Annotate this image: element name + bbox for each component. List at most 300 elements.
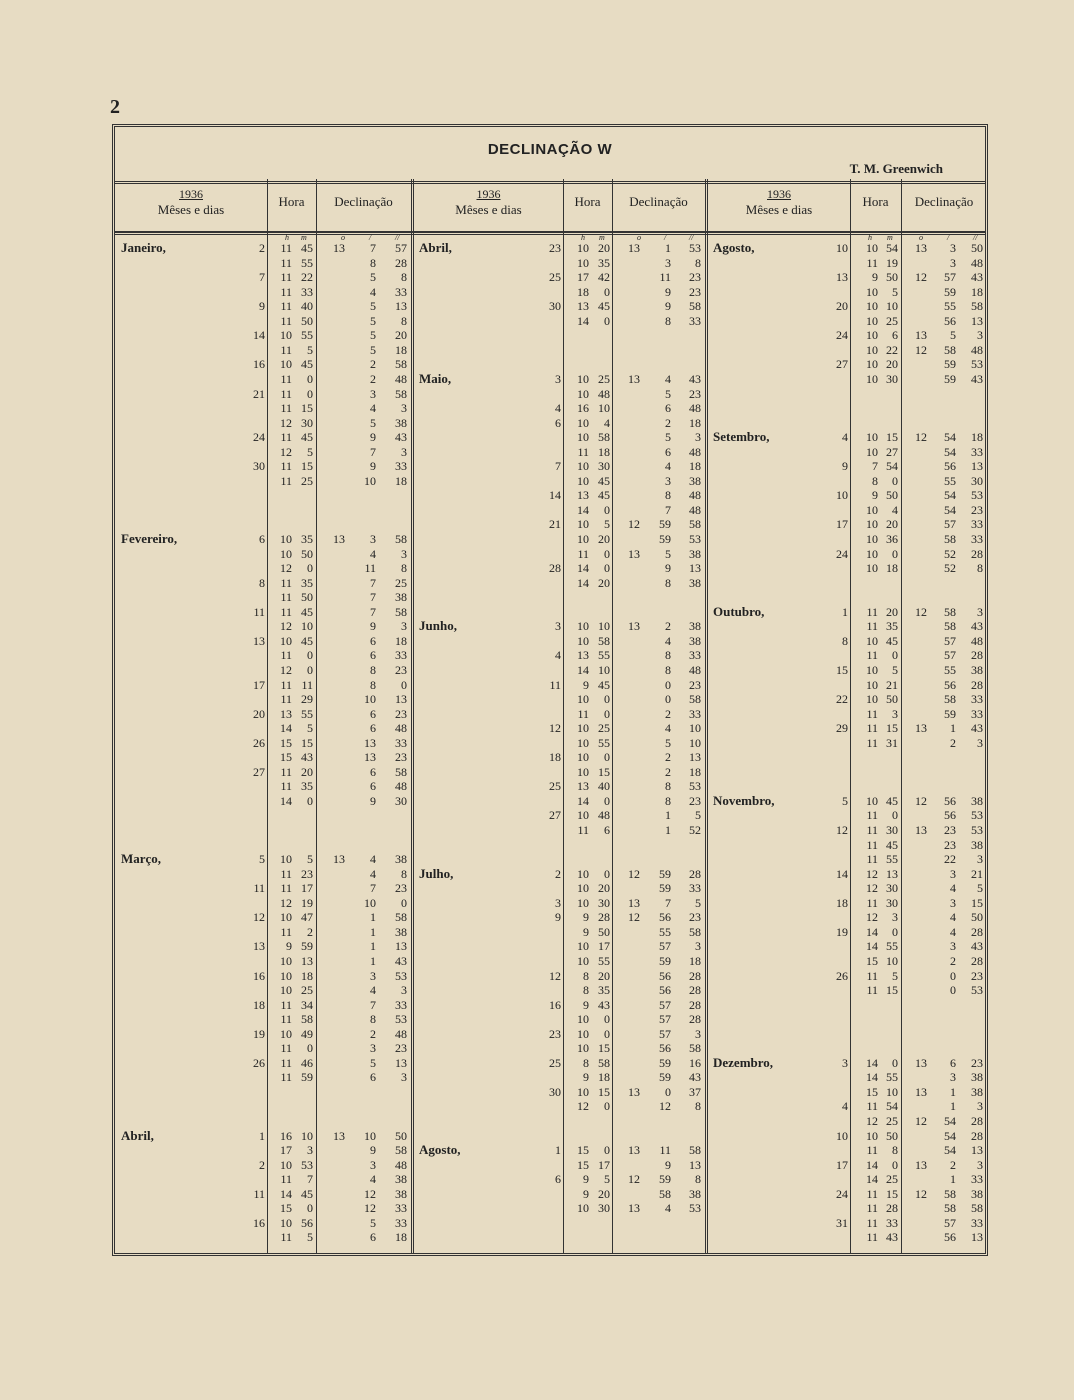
cell-s: 58 bbox=[395, 910, 407, 925]
cell-mi: 21 bbox=[886, 677, 898, 692]
cell-h: 11 bbox=[280, 430, 292, 445]
cell-mi: 10 bbox=[886, 1084, 898, 1099]
cell-d: 3 bbox=[555, 619, 561, 634]
cell-s: 5 bbox=[695, 808, 701, 823]
cell-mi: 22 bbox=[301, 270, 313, 285]
cell-d: 5 bbox=[842, 793, 848, 808]
cell-mn: 8 bbox=[370, 255, 376, 270]
cell-s: 38 bbox=[395, 590, 407, 605]
cell-mi: 5 bbox=[307, 1230, 313, 1245]
cell-mn: 58 bbox=[944, 692, 956, 707]
cell-h: 11 bbox=[280, 866, 292, 881]
cell-d: 15 bbox=[836, 662, 848, 677]
cell-s: 33 bbox=[689, 706, 701, 721]
cell-s: 28 bbox=[395, 255, 407, 270]
cell-mi: 50 bbox=[886, 1128, 898, 1143]
cell-s: 38 bbox=[689, 633, 701, 648]
cell-mn: 7 bbox=[370, 604, 376, 619]
cell-mi: 0 bbox=[892, 546, 898, 561]
cell-h: 12 bbox=[280, 444, 292, 459]
cell-mi: 30 bbox=[886, 823, 898, 837]
cell-s: 58 bbox=[395, 1143, 407, 1158]
cell-mn: 57 bbox=[659, 939, 671, 954]
cell-mn: 5 bbox=[665, 430, 671, 445]
cell-s: 13 bbox=[395, 692, 407, 707]
cell-mn: 58 bbox=[944, 1201, 956, 1216]
cell-h: 10 bbox=[866, 692, 878, 707]
cell-h: 10 bbox=[577, 1012, 589, 1027]
cell-s: 37 bbox=[689, 1084, 701, 1099]
cell-mn: 59 bbox=[659, 532, 671, 546]
cell-d: 8 bbox=[259, 575, 265, 590]
cell-mi: 58 bbox=[301, 1012, 313, 1027]
month-label: Abril, bbox=[121, 1127, 154, 1143]
cell-s: 18 bbox=[395, 1230, 407, 1245]
cell-mi: 46 bbox=[301, 1055, 313, 1070]
cell-mn: 55 bbox=[944, 299, 956, 314]
cell-g: 13 bbox=[915, 1084, 927, 1099]
cell-s: 58 bbox=[689, 517, 701, 532]
cell-mi: 0 bbox=[892, 1157, 898, 1172]
cell-s: 58 bbox=[689, 299, 701, 314]
cell-h: 11 bbox=[280, 881, 292, 896]
cell-s: 48 bbox=[395, 371, 407, 386]
cell-h: 13 bbox=[577, 779, 589, 794]
cell-h: 10 bbox=[577, 1041, 589, 1056]
cell-h: 15 bbox=[280, 750, 292, 765]
cell-mn: 1 bbox=[950, 1099, 956, 1114]
cell-d: 18 bbox=[836, 895, 848, 910]
cell-mi: 50 bbox=[301, 313, 313, 328]
cell-mi: 25 bbox=[598, 721, 610, 736]
cell-mn: 4 bbox=[370, 401, 376, 416]
cell-s: 50 bbox=[971, 910, 983, 925]
cell-mn: 6 bbox=[370, 764, 376, 779]
cell-s: 58 bbox=[395, 357, 407, 372]
cell-mn: 8 bbox=[665, 648, 671, 663]
cell-h: 14 bbox=[280, 721, 292, 736]
declination-table bbox=[112, 124, 988, 1256]
cell-h: 11 bbox=[866, 808, 878, 823]
cell-mi: 54 bbox=[886, 1099, 898, 1114]
cell-mi: 10 bbox=[598, 619, 610, 634]
unit-m-2: m bbox=[599, 233, 605, 242]
cell-mi: 28 bbox=[598, 910, 610, 925]
cell-d: 4 bbox=[842, 430, 848, 445]
page-number: 2 bbox=[110, 96, 120, 118]
cell-mi: 10 bbox=[886, 299, 898, 314]
cell-h: 10 bbox=[577, 953, 589, 968]
cell-s: 58 bbox=[689, 1041, 701, 1056]
cell-mn: 3 bbox=[370, 1157, 376, 1172]
cell-s: 23 bbox=[971, 968, 983, 983]
cell-h: 12 bbox=[280, 895, 292, 910]
cell-h: 10 bbox=[577, 750, 589, 765]
cell-s: 23 bbox=[689, 386, 701, 401]
cell-h: 10 bbox=[577, 1084, 589, 1099]
unit-h-1: h bbox=[285, 233, 289, 242]
cell-mi: 59 bbox=[301, 1070, 313, 1085]
cell-h: 11 bbox=[866, 1201, 878, 1216]
cell-s: 48 bbox=[395, 1026, 407, 1041]
cell-s: 23 bbox=[689, 793, 701, 808]
cell-mi: 0 bbox=[604, 866, 610, 881]
cell-mi: 15 bbox=[886, 430, 898, 445]
cell-s: 48 bbox=[395, 1157, 407, 1172]
month-label: Fevereiro, bbox=[121, 531, 178, 546]
cell-g: 12 bbox=[628, 1172, 640, 1187]
cell-s: 53 bbox=[689, 241, 701, 255]
cell-d: 5 bbox=[259, 852, 265, 867]
cell-mi: 0 bbox=[604, 546, 610, 561]
cell-s: 23 bbox=[395, 881, 407, 896]
cell-mn: 56 bbox=[944, 677, 956, 692]
cell-s: 15 bbox=[971, 895, 983, 910]
cell-h: 13 bbox=[577, 648, 589, 663]
table-title: DECLINAÇÃO W bbox=[487, 141, 613, 158]
cell-s: 43 bbox=[971, 939, 983, 954]
cell-s: 13 bbox=[395, 939, 407, 954]
cell-s: 3 bbox=[977, 735, 983, 750]
cell-mn: 9 bbox=[370, 1143, 376, 1158]
cell-d: 25 bbox=[549, 270, 561, 285]
cell-mn: 10 bbox=[364, 895, 376, 910]
cell-d: 21 bbox=[549, 517, 561, 532]
cell-s: 23 bbox=[395, 706, 407, 721]
cell-mn: 57 bbox=[659, 997, 671, 1012]
cell-mn: 8 bbox=[665, 793, 671, 808]
cell-mi: 45 bbox=[598, 677, 610, 692]
cell-g: 12 bbox=[915, 430, 927, 445]
cell-h: 14 bbox=[866, 924, 878, 939]
cell-d: 8 bbox=[842, 633, 848, 648]
cell-s: 8 bbox=[977, 561, 983, 576]
cell-d: 6 bbox=[555, 1172, 561, 1187]
cell-mn: 7 bbox=[370, 575, 376, 590]
cell-h: 14 bbox=[577, 793, 589, 808]
cell-s: 43 bbox=[395, 953, 407, 968]
cell-mi: 20 bbox=[598, 968, 610, 983]
cell-h: 10 bbox=[577, 517, 589, 532]
cell-h: 18 bbox=[577, 284, 589, 299]
cell-h: 14 bbox=[866, 1172, 878, 1187]
cell-mn: 0 bbox=[950, 968, 956, 983]
cell-h: 11 bbox=[280, 401, 292, 416]
cell-d: 9 bbox=[259, 299, 265, 314]
cell-mi: 50 bbox=[886, 488, 898, 503]
cell-d: 22 bbox=[836, 692, 848, 707]
cell-h: 10 bbox=[866, 517, 878, 532]
cell-mi: 58 bbox=[598, 430, 610, 445]
cell-h: 11 bbox=[866, 604, 878, 619]
cell-mi: 0 bbox=[892, 924, 898, 939]
cell-mn: 6 bbox=[370, 721, 376, 736]
cell-h: 12 bbox=[280, 561, 292, 576]
cell-h: 14 bbox=[577, 662, 589, 677]
cell-g: 12 bbox=[915, 793, 927, 808]
cell-h: 14 bbox=[577, 575, 589, 590]
cell-mn: 58 bbox=[944, 1186, 956, 1201]
cell-mi: 45 bbox=[886, 793, 898, 808]
cell-s: 58 bbox=[689, 924, 701, 939]
cell-mn: 11 bbox=[364, 561, 376, 576]
cell-mn: 55 bbox=[659, 924, 671, 939]
unit-deg-1: o bbox=[341, 233, 345, 242]
unit-sec-1: // bbox=[395, 233, 400, 242]
cell-d: 16 bbox=[253, 968, 265, 983]
cell-h: 10 bbox=[577, 532, 589, 546]
cell-h: 13 bbox=[577, 488, 589, 503]
cell-mn: 59 bbox=[659, 1172, 671, 1187]
cell-h: 11 bbox=[280, 677, 292, 692]
cell-g: 13 bbox=[915, 823, 927, 837]
cell-mn: 54 bbox=[944, 1128, 956, 1143]
cell-s: 48 bbox=[971, 342, 983, 357]
cell-mn: 5 bbox=[370, 342, 376, 357]
cell-mi: 45 bbox=[301, 633, 313, 648]
cell-g: 12 bbox=[915, 270, 927, 285]
cell-g: 12 bbox=[915, 604, 927, 619]
cell-mn: 1 bbox=[950, 721, 956, 736]
cell-h: 15 bbox=[866, 1084, 878, 1099]
cell-mi: 50 bbox=[301, 546, 313, 561]
cell-s: 48 bbox=[689, 401, 701, 416]
cell-h: 10 bbox=[280, 1157, 292, 1172]
cell-mn: 52 bbox=[944, 546, 956, 561]
cell-mn: 4 bbox=[665, 371, 671, 386]
cell-h: 16 bbox=[280, 1128, 292, 1143]
cell-mi: 18 bbox=[301, 968, 313, 983]
cell-s: 33 bbox=[395, 1201, 407, 1216]
cell-mn: 58 bbox=[659, 1186, 671, 1201]
cell-mi: 55 bbox=[598, 648, 610, 663]
cell-s: 18 bbox=[689, 459, 701, 474]
cell-mi: 8 bbox=[892, 1143, 898, 1158]
cell-d: 12 bbox=[549, 968, 561, 983]
cell-s: 30 bbox=[971, 473, 983, 488]
cell-mi: 0 bbox=[604, 313, 610, 328]
header-months-days-1: 1936 Mêses e dias bbox=[157, 187, 225, 217]
cell-mn: 54 bbox=[944, 444, 956, 459]
cell-mn: 6 bbox=[665, 444, 671, 459]
cell-h: 10 bbox=[866, 284, 878, 299]
cell-mn: 55 bbox=[944, 473, 956, 488]
cell-d: 10 bbox=[836, 488, 848, 503]
cell-mn: 9 bbox=[665, 299, 671, 314]
cell-h: 10 bbox=[866, 357, 878, 372]
cell-s: 48 bbox=[689, 662, 701, 677]
cell-d: 20 bbox=[253, 706, 265, 721]
cell-mi: 5 bbox=[892, 968, 898, 983]
cell-d: 21 bbox=[253, 386, 265, 401]
cell-mi: 50 bbox=[886, 270, 898, 285]
cell-h: 10 bbox=[280, 357, 292, 372]
cell-s: 3 bbox=[401, 983, 407, 998]
cell-s: 33 bbox=[971, 692, 983, 707]
cell-mi: 5 bbox=[892, 284, 898, 299]
cell-s: 38 bbox=[395, 924, 407, 939]
cell-s: 53 bbox=[971, 488, 983, 503]
cell-mi: 33 bbox=[886, 1215, 898, 1230]
cell-g: 13 bbox=[915, 328, 927, 343]
month-label: Dezembro, bbox=[713, 1054, 774, 1070]
cell-d: 17 bbox=[836, 1157, 848, 1172]
cell-mn: 13 bbox=[364, 735, 376, 750]
cell-h: 9 bbox=[872, 270, 878, 285]
cell-mi: 29 bbox=[301, 692, 313, 707]
cell-s: 25 bbox=[395, 575, 407, 590]
cell-mi: 55 bbox=[301, 328, 313, 343]
month-label: Julho, bbox=[419, 865, 454, 881]
cell-s: 0 bbox=[401, 895, 407, 910]
cell-h: 10 bbox=[577, 895, 589, 910]
cell-mi: 55 bbox=[598, 735, 610, 750]
month-label: Novembro, bbox=[713, 792, 775, 808]
cell-s: 33 bbox=[689, 881, 701, 896]
cell-mi: 58 bbox=[598, 633, 610, 648]
cell-s: 58 bbox=[395, 764, 407, 779]
cell-h: 10 bbox=[866, 502, 878, 517]
cell-mi: 10 bbox=[886, 953, 898, 968]
cell-h: 11 bbox=[280, 255, 292, 270]
cell-mi: 22 bbox=[886, 342, 898, 357]
cell-mn: 9 bbox=[665, 561, 671, 576]
cell-mi: 20 bbox=[886, 357, 898, 372]
cell-mn: 0 bbox=[665, 677, 671, 692]
cell-h: 17 bbox=[280, 1143, 292, 1158]
cell-h: 11 bbox=[280, 997, 292, 1012]
timezone-label: T. M. Greenwich bbox=[849, 161, 943, 176]
cell-s: 10 bbox=[689, 721, 701, 736]
cell-g: 13 bbox=[628, 895, 640, 910]
cell-h: 11 bbox=[280, 241, 292, 255]
cell-h: 10 bbox=[280, 910, 292, 925]
month-label: Março, bbox=[121, 851, 162, 867]
cell-d: 18 bbox=[549, 750, 561, 765]
cell-s: 43 bbox=[971, 619, 983, 634]
cell-mi: 25 bbox=[301, 983, 313, 998]
cell-h: 14 bbox=[577, 313, 589, 328]
cell-s: 3 bbox=[401, 444, 407, 459]
cell-s: 28 bbox=[971, 648, 983, 663]
cell-h: 11 bbox=[866, 1143, 878, 1158]
cell-d: 25 bbox=[549, 779, 561, 794]
cell-mn: 7 bbox=[370, 444, 376, 459]
cell-s: 38 bbox=[689, 1186, 701, 1201]
cell-mn: 3 bbox=[950, 895, 956, 910]
cell-h: 10 bbox=[866, 561, 878, 576]
cell-h: 10 bbox=[577, 721, 589, 736]
cell-s: 38 bbox=[395, 852, 407, 867]
cell-s: 5 bbox=[695, 895, 701, 910]
cell-h: 11 bbox=[280, 590, 292, 605]
cell-mi: 50 bbox=[598, 924, 610, 939]
cell-h: 10 bbox=[577, 371, 589, 386]
cell-s: 48 bbox=[689, 502, 701, 517]
cell-mn: 56 bbox=[944, 313, 956, 328]
cell-mn: 3 bbox=[950, 255, 956, 270]
cell-mn: 56 bbox=[944, 1230, 956, 1245]
cell-mn: 2 bbox=[370, 357, 376, 372]
cell-mi: 17 bbox=[301, 881, 313, 896]
cell-mi: 54 bbox=[886, 459, 898, 474]
cell-mn: 8 bbox=[665, 488, 671, 503]
cell-mn: 10 bbox=[364, 692, 376, 707]
cell-s: 3 bbox=[977, 1099, 983, 1114]
cell-d: 13 bbox=[836, 270, 848, 285]
cell-d: 6 bbox=[259, 532, 265, 546]
cell-s: 3 bbox=[977, 1157, 983, 1172]
cell-d: 20 bbox=[836, 299, 848, 314]
cell-mn: 2 bbox=[665, 750, 671, 765]
cell-s: 43 bbox=[689, 371, 701, 386]
cell-mn: 6 bbox=[370, 706, 376, 721]
cell-s: 33 bbox=[971, 1215, 983, 1230]
cell-d: 17 bbox=[836, 517, 848, 532]
cell-d: 27 bbox=[253, 764, 265, 779]
cell-h: 7 bbox=[872, 459, 878, 474]
cell-mn: 9 bbox=[370, 793, 376, 808]
month-label: Janeiro, bbox=[121, 240, 166, 255]
cell-h: 11 bbox=[577, 546, 589, 561]
cell-mn: 7 bbox=[370, 881, 376, 896]
cell-h: 11 bbox=[866, 721, 878, 736]
cell-d: 23 bbox=[549, 1026, 561, 1041]
cell-mn: 0 bbox=[665, 1084, 671, 1099]
cell-mi: 0 bbox=[892, 1055, 898, 1070]
cell-h: 10 bbox=[280, 546, 292, 561]
cell-d: 1 bbox=[555, 1143, 561, 1158]
cell-mi: 18 bbox=[598, 1070, 610, 1085]
cell-d: 11 bbox=[253, 1186, 265, 1201]
cell-s: 18 bbox=[395, 633, 407, 648]
cell-h: 11 bbox=[577, 823, 589, 837]
cell-mn: 2 bbox=[950, 1157, 956, 1172]
cell-h: 10 bbox=[280, 983, 292, 998]
cell-s: 13 bbox=[689, 1157, 701, 1172]
cell-s: 13 bbox=[689, 561, 701, 576]
cell-mn: 6 bbox=[370, 1070, 376, 1085]
cell-mn: 4 bbox=[370, 284, 376, 299]
cell-s: 53 bbox=[971, 808, 983, 823]
unit-sec-3: // bbox=[973, 233, 978, 242]
cell-d: 12 bbox=[836, 823, 848, 837]
unit-min-2: / bbox=[664, 233, 667, 242]
cell-s: 58 bbox=[689, 1143, 701, 1158]
cell-mn: 3 bbox=[370, 968, 376, 983]
cell-s: 28 bbox=[689, 866, 701, 881]
cell-mi: 19 bbox=[301, 895, 313, 910]
cell-s: 53 bbox=[971, 823, 983, 837]
cell-mn: 9 bbox=[665, 1157, 671, 1172]
cell-s: 28 bbox=[689, 968, 701, 983]
cell-h: 14 bbox=[577, 561, 589, 576]
cell-mi: 40 bbox=[598, 779, 610, 794]
cell-h: 10 bbox=[866, 662, 878, 677]
cell-mn: 3 bbox=[950, 1070, 956, 1085]
cell-s: 13 bbox=[395, 299, 407, 314]
cell-mi: 0 bbox=[307, 793, 313, 808]
cell-mn: 3 bbox=[950, 866, 956, 881]
cell-s: 53 bbox=[689, 532, 701, 546]
cell-mn: 12 bbox=[364, 1186, 376, 1201]
cell-mn: 55 bbox=[944, 662, 956, 677]
cell-s: 53 bbox=[971, 983, 983, 998]
cell-mn: 11 bbox=[659, 270, 671, 285]
cell-mn: 10 bbox=[364, 473, 376, 488]
cell-mn: 8 bbox=[665, 313, 671, 328]
cell-mi: 31 bbox=[886, 735, 898, 750]
